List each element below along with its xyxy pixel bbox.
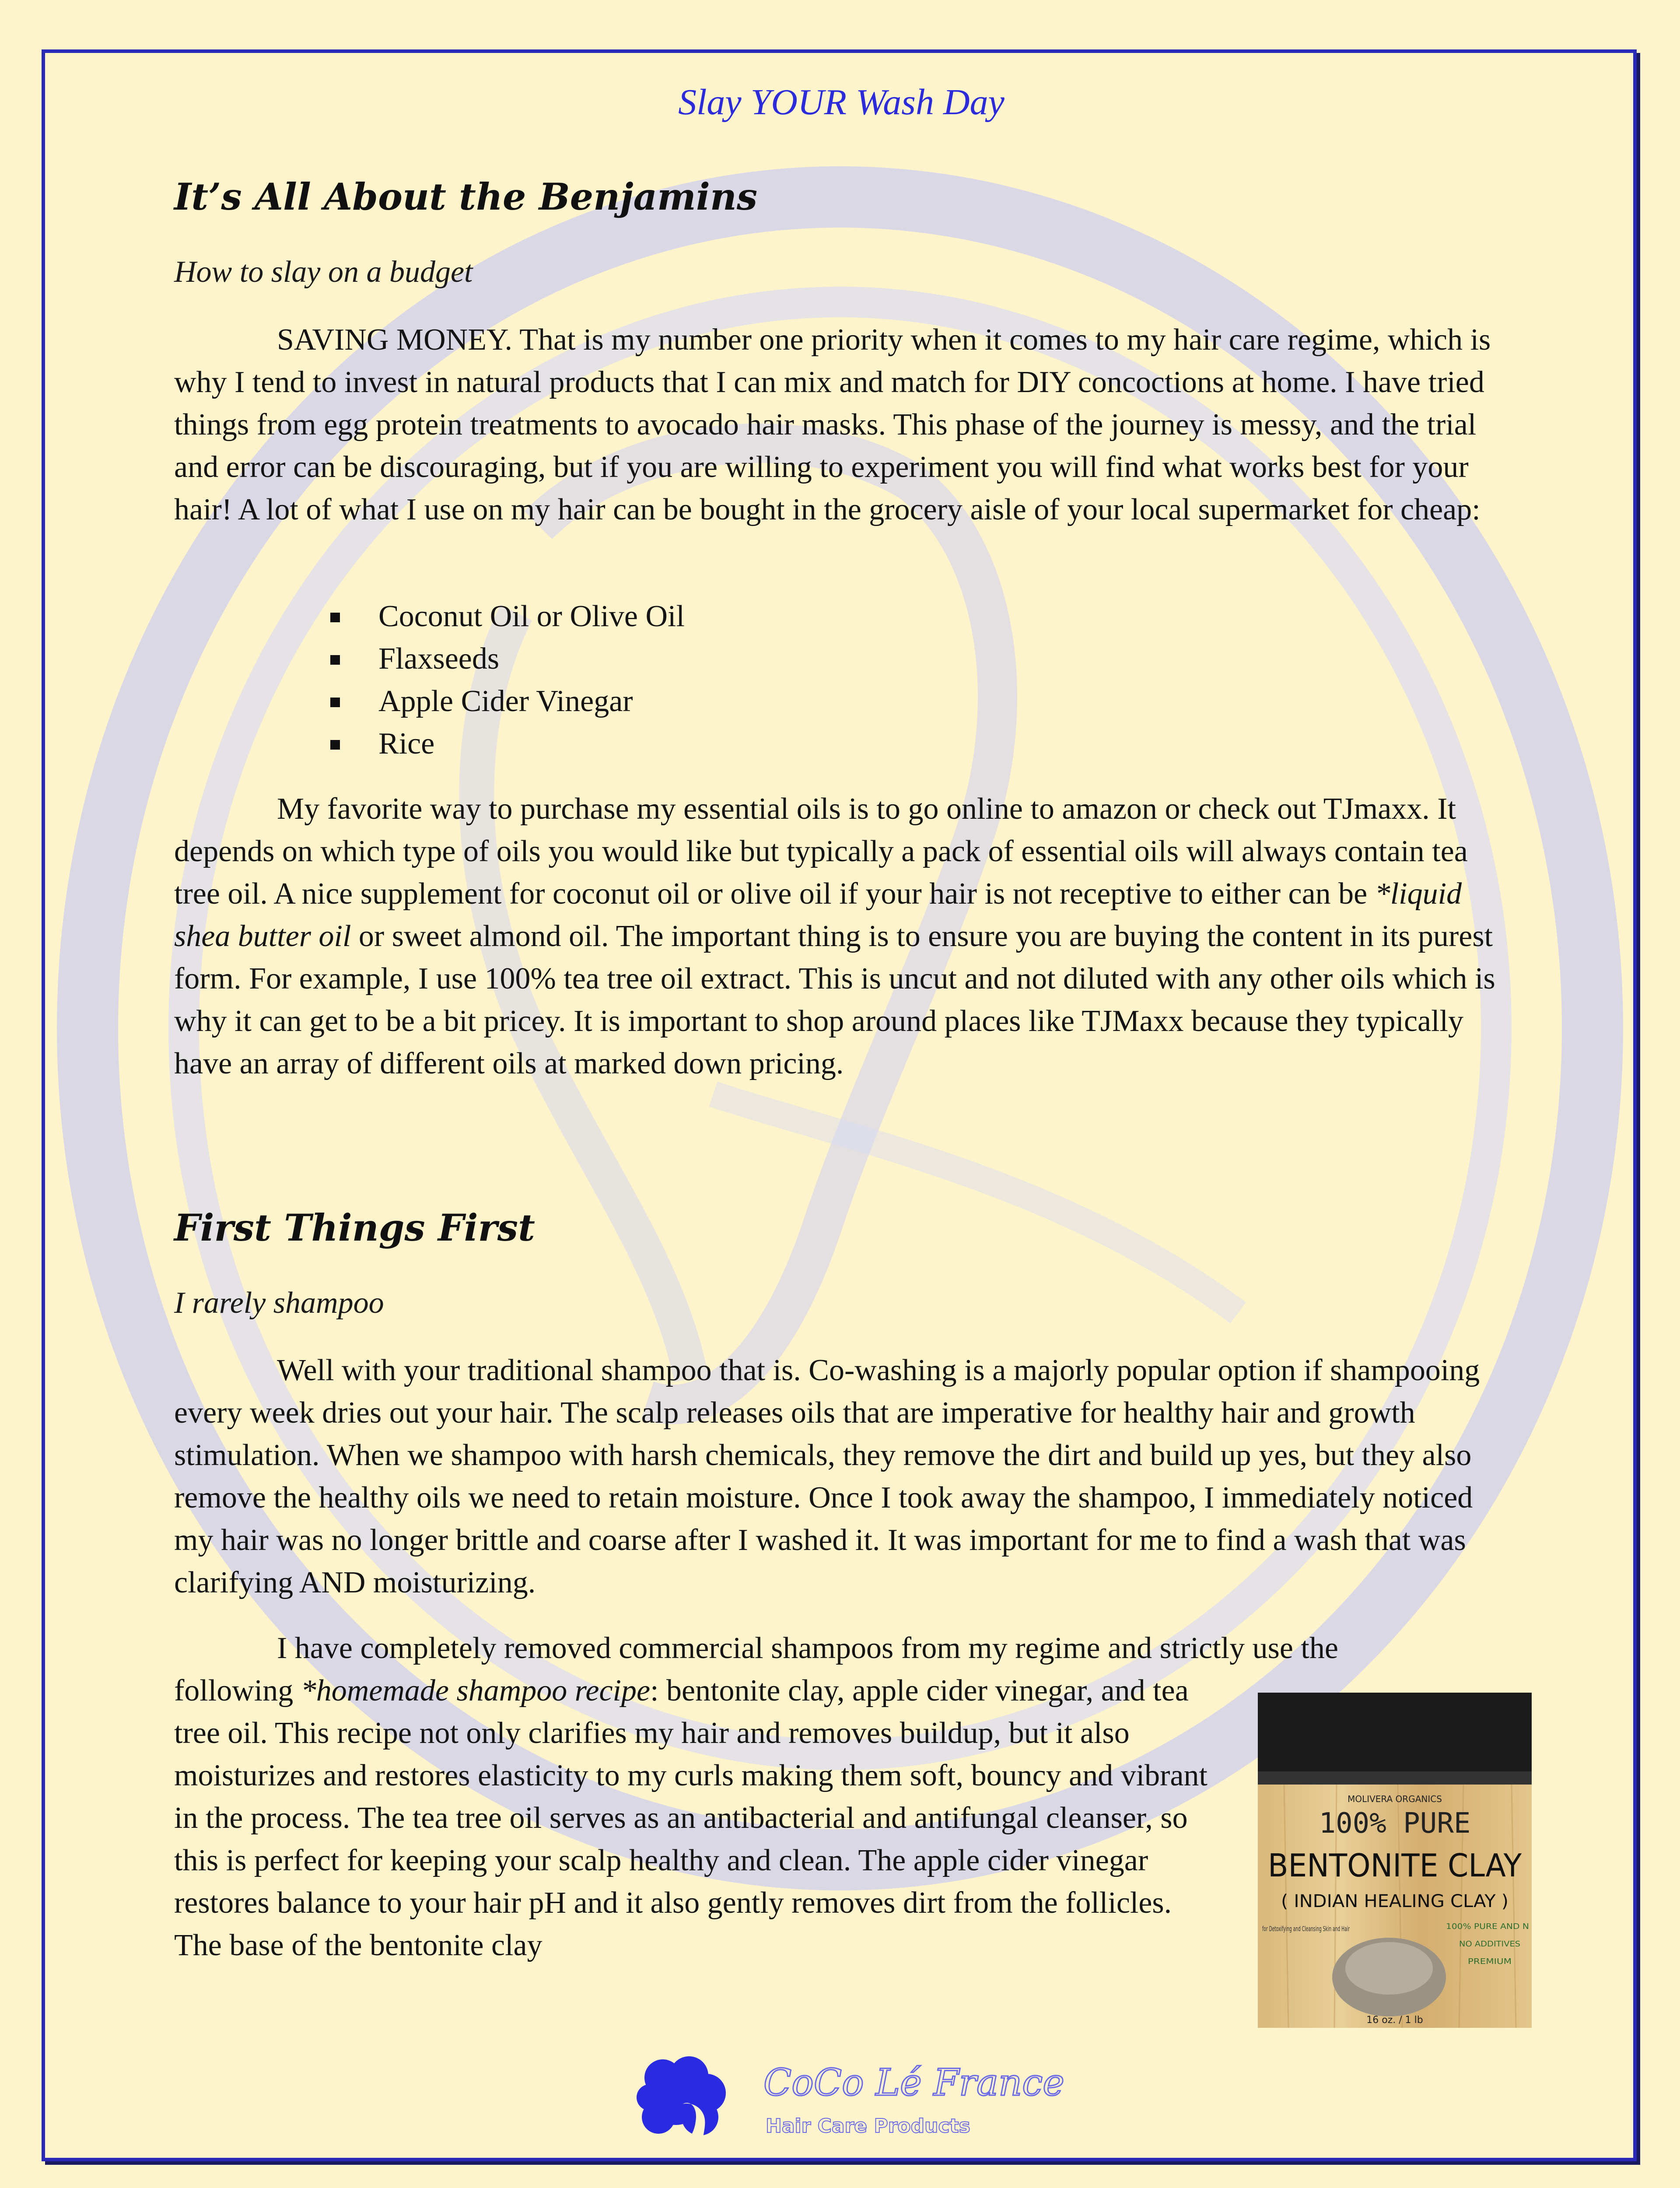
product-weight: 16 oz. / 1 lb bbox=[1366, 2015, 1423, 2026]
paragraph-text: My favorite way to purchase my essential oils is to go online to amazon or check out TJmaxx. It depends on which type of oils you would like but typically a pack of essential oils will always contain tea tree oil. A nice supplement for coconut oil or olive oil if your hair is not receptive to either can be bbox=[174, 792, 1468, 911]
paragraph-co-washing: Well with your traditional shampoo that is. Co-washing is a majorly popular option if shampooing every week dries out your hair. The scalp releases oils that are imperative for healthy hair and growth stimulation. When we shampoo with harsh chemicals, they remove the dirt and build up yes, but they also remove the healthy oils we need to retain moisture. Once I took away the shampoo, I immediately noticed my hair was no longer brittle and coarse after I washed it. It was important for me to find a wash that was clarifying AND moisturizing. bbox=[174, 1353, 1480, 1599]
ingredient-list bbox=[174, 595, 685, 765]
product-right-note2: NO ADDITIVES bbox=[1459, 1939, 1520, 1949]
product-right-note1: 100% PURE AND N bbox=[1446, 1922, 1529, 1931]
product-line2: BENTONITE CLAY bbox=[1268, 1847, 1522, 1884]
product-line3: ( INDIAN HEALING CLAY ) bbox=[1281, 1891, 1508, 1911]
section-title-benjamins: It’s All About the Benjamins bbox=[174, 175, 758, 218]
paragraph-essential-oils bbox=[174, 788, 1508, 1085]
emphasis-homemade-recipe: *homemade shampoo recipe bbox=[301, 1674, 651, 1708]
product-line1: 100% PURE bbox=[1319, 1807, 1471, 1840]
logo-name: CoCo Lé France bbox=[763, 2061, 1064, 2104]
paragraph-homemade-recipe bbox=[174, 1669, 1224, 1967]
paragraph-text: following bbox=[174, 1674, 301, 1708]
page-header: Slay YOUR Wash Day bbox=[678, 82, 1004, 123]
paragraph-text: or sweet almond oil. The important thing is to ensure you are buying the content in its purest form. For example, I use 100% tea tree oil extract. This is uncut and not diluted with any other oils which is why it can get to be a bit pricey. It is important to shop around places like TJMaxx because they typically have an array of different oils at marked down pricing. bbox=[174, 919, 1495, 1080]
afro-silhouette-icon bbox=[637, 2056, 726, 2146]
section-title-first-things: First Things First bbox=[174, 1206, 535, 1249]
list-item: Coconut Oil or Olive Oil bbox=[174, 595, 685, 638]
emphasis-shea-butter: *liquid shea butter oil bbox=[174, 877, 1462, 953]
logo-tagline: Hair Care Products bbox=[766, 2115, 970, 2137]
section-subtitle-shampoo: I rarely shampoo bbox=[174, 1286, 384, 1320]
section-subtitle-budget: How to slay on a budget bbox=[174, 255, 473, 289]
product-right-note3: PREMIUM bbox=[1468, 1957, 1512, 1966]
bentonite-clay-product-image bbox=[1258, 1693, 1532, 2028]
product-left-note: for Detoxifying and Cleansing Skin and Hair bbox=[1262, 1925, 1350, 1933]
list-item: Apple Cider Vinegar bbox=[174, 680, 685, 722]
list-item: Rice bbox=[174, 722, 685, 765]
product-brand: MOLIVERA ORGANICS bbox=[1348, 1794, 1442, 1804]
paragraph-homemade-line1: I have completely removed commercial shampoos from my regime and strictly use the bbox=[277, 1631, 1338, 1665]
list-item: Flaxseeds bbox=[174, 638, 685, 680]
cocole-france-logo bbox=[641, 2051, 1064, 2153]
paragraph-saving-money: SAVING MONEY. That is my number one priority when it comes to my hair care regime, which is why I tend to invest in natural products that I can mix and match for DIY concoctions at home. I have tried things from egg protein treatments to avocado hair masks. This phase of the journey is messy, and the trial and error can be discouraging, but if you are willing to experiment you will find what works best for your hair! A lot of what I use on my hair can be bought in the grocery aisle of your local supermarket for cheap: bbox=[174, 323, 1491, 526]
paragraph-text: : bentonite clay, apple cider vinegar, and tea tree oil. This recipe not only clarifies my hair and removes buildup, but it also moisturizes and restores elasticity to my curls making them soft, bouncy and vibrant in the process. The tea tree oil serves as an antibacterial and antifungal cleanser, so this is perfect for keeping your scalp healthy and clean. The apple cider vinegar restores balance to your hair pH and it also gently removes dirt from the follicles. The base of the bentonite clay bbox=[174, 1674, 1208, 1962]
